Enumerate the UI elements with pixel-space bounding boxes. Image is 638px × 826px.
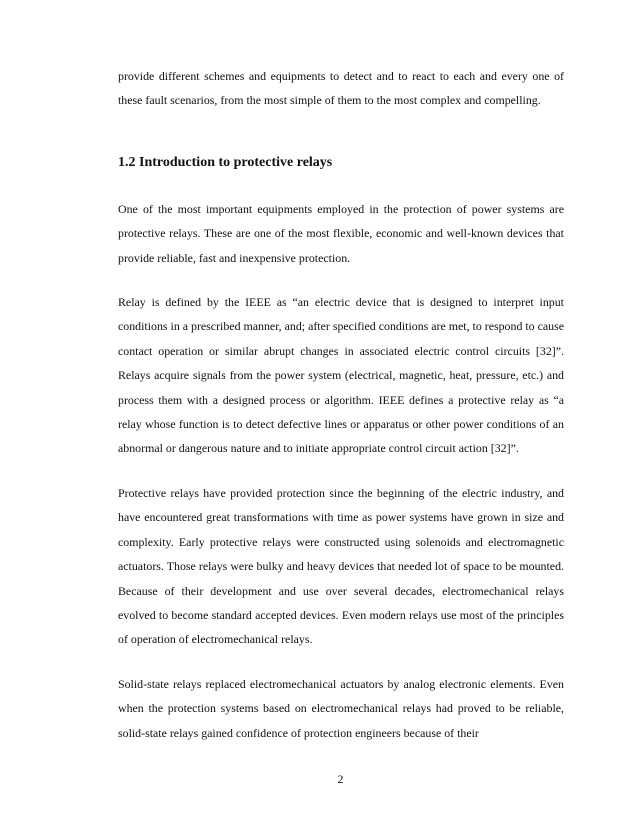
paragraph-2: Relay is defined by the IEEE as “an electric device that is designed to interpret input conditions in a prescribed manner, and; after specified conditions are met, to respond to cause contact operation or similar abrupt changes in associated electric control circuits [32]”. Relays acquire signals from the power system (electrical, magnetic, heat, pressure, etc.) and process them with a designed process or algorithm. IEEE defines a protective relay as “a relay whose function is to detect defective lines or apparatus or other power conditions of an abnormal or dangerous nature and to initiate appropriate control circuit action [32]”. [118, 295, 564, 456]
section-heading: 1.2 Introduction to protective relays [118, 154, 333, 170]
paragraph-4: Solid-state relays replaced electromechanical actuators by analog electronic elements. Even when the protection systems based on electromechanical relays had proved to be reliable, solid-state relays gained confidence of protection engineers because of their [118, 676, 564, 740]
paragraph-1: One of the most important equipments employed in the protection of power systems are protective relays. These are one of the most flexible, economic and well-known devices that provide reliable, fast and inexpensive protection. [118, 201, 564, 265]
page-number: 2 [337, 772, 344, 786]
paragraph-3: Protective relays have provided protection since the beginning of the electric industry, and have encountered great transformations with time as power systems have grown in size and complexity. Early protective relays were constructed using solenoids and electromagnetic actuators. Those relays were bulky and heavy devices that needed lot of space to be mounted. Because of their development and use over several decades, electromechanical relays evolved to become standard accepted devices. Even modern relays use most of the principles of operation of electromechanical relays. [118, 485, 564, 647]
document-page [118, 64, 564, 745]
paragraph-continuation: provide different schemes and equipments to detect and to react to each and every one of these fault scenarios, from the most simple of them to the most complex and compelling. [118, 69, 564, 108]
